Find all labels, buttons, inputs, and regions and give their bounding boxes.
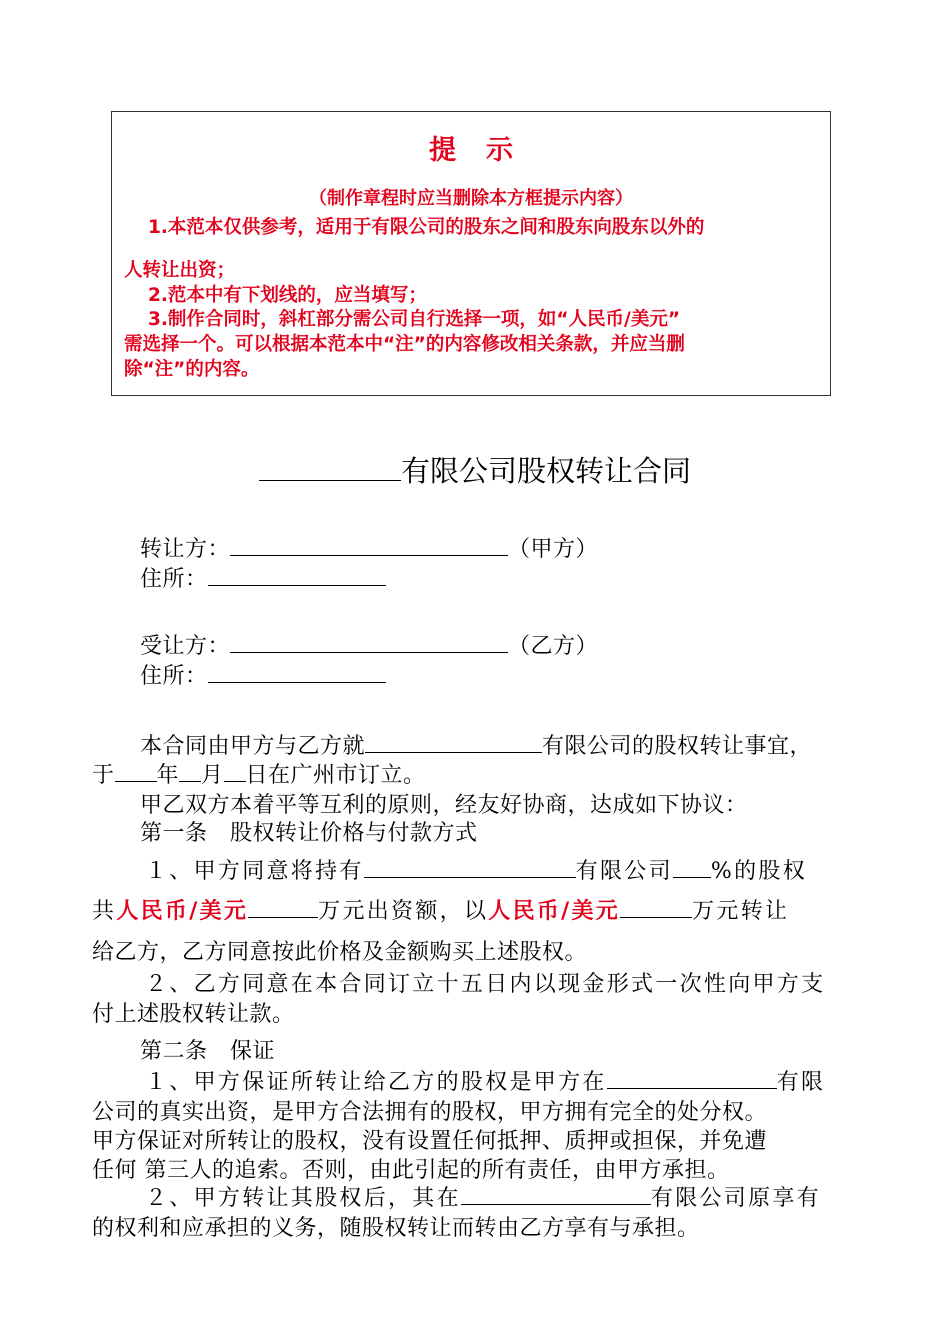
transferee-label: 受让方： bbox=[140, 634, 231, 660]
article-2-line-6: 的权利和应承担的义务，随股权转让而转由乙方享有与承担。 bbox=[92, 1216, 700, 1241]
price-blank[interactable] bbox=[620, 894, 692, 918]
transferor-address-row bbox=[140, 562, 386, 593]
article-2-line-3: 甲方保证对所转让的股权，没有设置任何抵押、质押或担保，并免遭 bbox=[92, 1129, 768, 1154]
company-blank[interactable] bbox=[365, 729, 542, 753]
percent-blank[interactable] bbox=[673, 854, 711, 878]
text: 有限公司 bbox=[575, 859, 673, 885]
notice-line: 除“注”的内容。 bbox=[124, 359, 260, 380]
address-label: 住所： bbox=[140, 664, 208, 690]
text: 万元出资额，以 bbox=[318, 899, 489, 925]
company-blank[interactable] bbox=[364, 854, 576, 878]
text: １、甲方同意将持有 bbox=[145, 859, 364, 885]
text: 万元转让 bbox=[692, 899, 790, 925]
intro-line-2 bbox=[92, 758, 426, 789]
contract-title-text: 有限公司股权转让合同 bbox=[400, 454, 691, 488]
text: 有限 bbox=[776, 1070, 826, 1096]
transferor-suffix: （甲方） bbox=[508, 537, 599, 563]
text: 年 bbox=[156, 763, 180, 789]
transferor-blank[interactable] bbox=[230, 532, 508, 556]
company-blank[interactable] bbox=[461, 1181, 651, 1205]
notice-line: 需选择一个。可以根据本范本中“注”的内容修改相关条款，并应当删 bbox=[124, 334, 685, 355]
transferee-blank[interactable] bbox=[230, 629, 508, 653]
day-blank[interactable] bbox=[224, 758, 246, 782]
intro-line-3: 甲乙双方本着平等互利的原则，经友好协商，达成如下协议： bbox=[140, 793, 748, 818]
notice-box bbox=[111, 111, 831, 396]
text: 本合同由甲方与乙方就 bbox=[140, 734, 366, 760]
month-blank[interactable] bbox=[179, 758, 201, 782]
article-1-line-1 bbox=[145, 854, 807, 885]
article-1-line-3: 给乙方，乙方同意按此价格及金额购买上述股权。 bbox=[92, 940, 588, 965]
intro-line-1 bbox=[140, 729, 812, 760]
text: １、甲方保证所转让给乙方的股权是甲方在 bbox=[145, 1070, 607, 1096]
article-2-title: 第二条 保证 bbox=[140, 1039, 276, 1064]
article-2-line-4: 任何 第三人的追索。否则，由此引起的所有责任，由甲方承担。 bbox=[92, 1158, 730, 1183]
currency-option: 人民币/美元 bbox=[116, 899, 249, 925]
text: 日在广州市订立。 bbox=[245, 763, 426, 789]
article-1-line-2 bbox=[92, 894, 789, 925]
transferor-address-blank[interactable] bbox=[208, 562, 386, 586]
transferor-row bbox=[140, 532, 598, 563]
text: ２、甲方转让其股权后，其在 bbox=[145, 1186, 461, 1212]
text: %的股权 bbox=[710, 859, 808, 885]
transferee-row bbox=[140, 629, 598, 660]
address-label: 住所： bbox=[140, 567, 208, 593]
transferee-address-row bbox=[140, 659, 386, 690]
article-1-line-5: 付上述股权转让款。 bbox=[92, 1002, 295, 1027]
article-2-line-2: 公司的真实出资，是甲方合法拥有的股权，甲方拥有完全的处分权。 bbox=[92, 1100, 768, 1125]
company-blank[interactable] bbox=[607, 1065, 777, 1089]
text: 共 bbox=[92, 899, 117, 925]
notice-subtitle: （制作章程时应当删除本方框提示内容） bbox=[309, 188, 633, 209]
notice-line: 2.范本中有下划线的，应当填写； bbox=[148, 285, 427, 306]
text: 有限公司的股权转让事宜， bbox=[542, 734, 813, 760]
contract-title bbox=[0, 449, 950, 490]
article-2-line-1 bbox=[145, 1065, 825, 1096]
text: 月 bbox=[201, 763, 224, 789]
article-2-line-5 bbox=[145, 1181, 821, 1212]
company-name-blank[interactable] bbox=[259, 450, 401, 481]
transferee-address-blank[interactable] bbox=[208, 659, 386, 683]
transferee-suffix: （乙方） bbox=[508, 634, 599, 660]
currency-option: 人民币/美元 bbox=[488, 899, 621, 925]
year-blank[interactable] bbox=[115, 758, 157, 782]
article-1-line-4: ２、乙方同意在本合同订立十五日内以现金形式一次性向甲方支 bbox=[145, 972, 826, 997]
notice-title: 提示 bbox=[429, 135, 543, 166]
text: 于 bbox=[92, 763, 115, 789]
amount-blank[interactable] bbox=[248, 894, 318, 918]
article-1-title: 第一条 股权转让价格与付款方式 bbox=[140, 821, 478, 846]
text: 有限公司原享有 bbox=[650, 1186, 822, 1212]
notice-line: 1.本范本仅供参考，适用于有限公司的股东之间和股东向股东以外的 bbox=[148, 217, 705, 238]
transferor-label: 转让方： bbox=[140, 537, 231, 563]
notice-line: 3.制作合同时，斜杠部分需公司自行选择一项，如“人民币/美元” bbox=[148, 309, 680, 330]
notice-line: 人转让出资； bbox=[124, 260, 236, 281]
